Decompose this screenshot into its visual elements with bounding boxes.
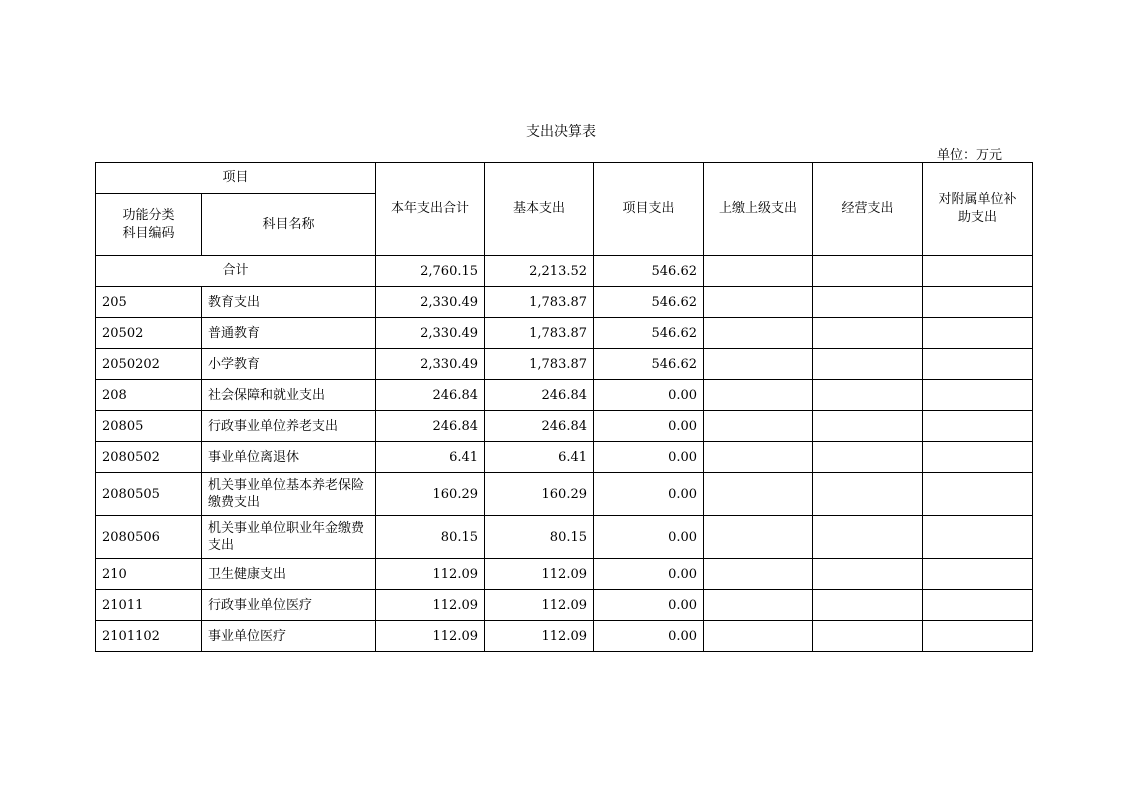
upper-cell [704, 621, 813, 652]
subsidy-cell [923, 516, 1033, 559]
code-cell: 20805 [96, 411, 202, 442]
table-row [96, 411, 1033, 442]
subsidy-cell [923, 318, 1033, 349]
total-label: 合计 [96, 256, 376, 287]
subsidy-cell [923, 590, 1033, 621]
upper-cell [704, 287, 813, 318]
code-cell: 208 [96, 380, 202, 411]
page-title: 支出决算表 [526, 124, 596, 140]
expenditure-table [95, 162, 1033, 652]
total-cell: 2,330.49 [376, 318, 485, 349]
business-cell [813, 349, 923, 380]
project-cell: 0.00 [594, 473, 704, 516]
upper-cell [704, 380, 813, 411]
header-upper: 上缴上级支出 [704, 163, 813, 256]
name-cell: 教育支出 [202, 287, 376, 318]
name-cell: 小学教育 [202, 349, 376, 380]
subsidy-cell [923, 559, 1033, 590]
subsidy-cell [923, 442, 1033, 473]
project-cell: 0.00 [594, 442, 704, 473]
project-cell: 0.00 [594, 411, 704, 442]
business-cell [813, 442, 923, 473]
table-row [96, 473, 1033, 516]
table-row [96, 559, 1033, 590]
basic-cell: 112.09 [485, 559, 594, 590]
code-cell: 2080506 [96, 516, 202, 559]
project-cell: 0.00 [594, 380, 704, 411]
name-cell: 机关事业单位基本养老保险缴费支出 [202, 473, 376, 516]
upper-cell [704, 516, 813, 559]
basic-cell: 1,783.87 [485, 318, 594, 349]
basic-cell: 2,213.52 [485, 256, 594, 287]
total-cell: 112.09 [376, 590, 485, 621]
header-code: 功能分类 科目编码 [96, 194, 202, 256]
project-cell: 0.00 [594, 621, 704, 652]
name-cell: 机关事业单位职业年金缴费支出 [202, 516, 376, 559]
business-cell [813, 287, 923, 318]
name-cell: 普通教育 [202, 318, 376, 349]
upper-cell [704, 473, 813, 516]
table-row [96, 349, 1033, 380]
code-cell: 2080505 [96, 473, 202, 516]
basic-cell: 112.09 [485, 590, 594, 621]
header-project-expenditure: 项目支出 [594, 163, 704, 256]
basic-cell: 6.41 [485, 442, 594, 473]
total-row [96, 256, 1033, 287]
header-name: 科目名称 [202, 194, 376, 256]
business-cell [813, 473, 923, 516]
subsidy-cell [923, 621, 1033, 652]
subsidy-cell [923, 349, 1033, 380]
business-cell [813, 590, 923, 621]
basic-cell: 1,783.87 [485, 287, 594, 318]
name-cell: 卫生健康支出 [202, 559, 376, 590]
code-cell: 20502 [96, 318, 202, 349]
upper-cell [704, 318, 813, 349]
basic-cell: 246.84 [485, 380, 594, 411]
header-subsidy: 对附属单位补 助支出 [923, 163, 1033, 256]
total-cell: 160.29 [376, 473, 485, 516]
business-cell [813, 621, 923, 652]
total-cell: 246.84 [376, 411, 485, 442]
upper-cell [704, 256, 813, 287]
business-cell [813, 256, 923, 287]
table-row [96, 318, 1033, 349]
code-cell: 21011 [96, 590, 202, 621]
project-cell: 546.62 [594, 287, 704, 318]
project-cell: 546.62 [594, 256, 704, 287]
project-cell: 0.00 [594, 516, 704, 559]
basic-cell: 112.09 [485, 621, 594, 652]
subsidy-cell [923, 380, 1033, 411]
subsidy-cell [923, 473, 1033, 516]
table-row [96, 621, 1033, 652]
header-basic: 基本支出 [485, 163, 594, 256]
code-cell: 205 [96, 287, 202, 318]
subsidy-cell [923, 287, 1033, 318]
name-cell: 事业单位离退休 [202, 442, 376, 473]
upper-cell [704, 349, 813, 380]
total-cell: 112.09 [376, 559, 485, 590]
project-cell: 0.00 [594, 590, 704, 621]
table-row [96, 516, 1033, 559]
business-cell [813, 380, 923, 411]
business-cell [813, 318, 923, 349]
upper-cell [704, 411, 813, 442]
basic-cell: 80.15 [485, 516, 594, 559]
code-cell: 210 [96, 559, 202, 590]
total-cell: 2,760.15 [376, 256, 485, 287]
code-cell: 2050202 [96, 349, 202, 380]
unit-label: 单位：万元 [936, 148, 1002, 163]
total-cell: 2,330.49 [376, 287, 485, 318]
code-cell: 2080502 [96, 442, 202, 473]
total-cell: 6.41 [376, 442, 485, 473]
code-cell: 2101102 [96, 621, 202, 652]
name-cell: 事业单位医疗 [202, 621, 376, 652]
table-row [96, 287, 1033, 318]
upper-cell [704, 442, 813, 473]
subsidy-cell [923, 411, 1033, 442]
business-cell [813, 411, 923, 442]
basic-cell: 1,783.87 [485, 349, 594, 380]
table-row [96, 380, 1033, 411]
upper-cell [704, 590, 813, 621]
project-cell: 546.62 [594, 349, 704, 380]
header-business: 经营支出 [813, 163, 923, 256]
total-cell: 246.84 [376, 380, 485, 411]
basic-cell: 160.29 [485, 473, 594, 516]
total-cell: 112.09 [376, 621, 485, 652]
name-cell: 行政事业单位养老支出 [202, 411, 376, 442]
business-cell [813, 516, 923, 559]
basic-cell: 246.84 [485, 411, 594, 442]
upper-cell [704, 559, 813, 590]
project-cell: 0.00 [594, 559, 704, 590]
total-cell: 80.15 [376, 516, 485, 559]
total-cell: 2,330.49 [376, 349, 485, 380]
header-project: 项目 [96, 163, 376, 194]
name-cell: 行政事业单位医疗 [202, 590, 376, 621]
name-cell: 社会保障和就业支出 [202, 380, 376, 411]
subsidy-cell [923, 256, 1033, 287]
header-total: 本年支出合计 [376, 163, 485, 256]
table-row [96, 442, 1033, 473]
table-row [96, 590, 1033, 621]
business-cell [813, 559, 923, 590]
project-cell: 546.62 [594, 318, 704, 349]
